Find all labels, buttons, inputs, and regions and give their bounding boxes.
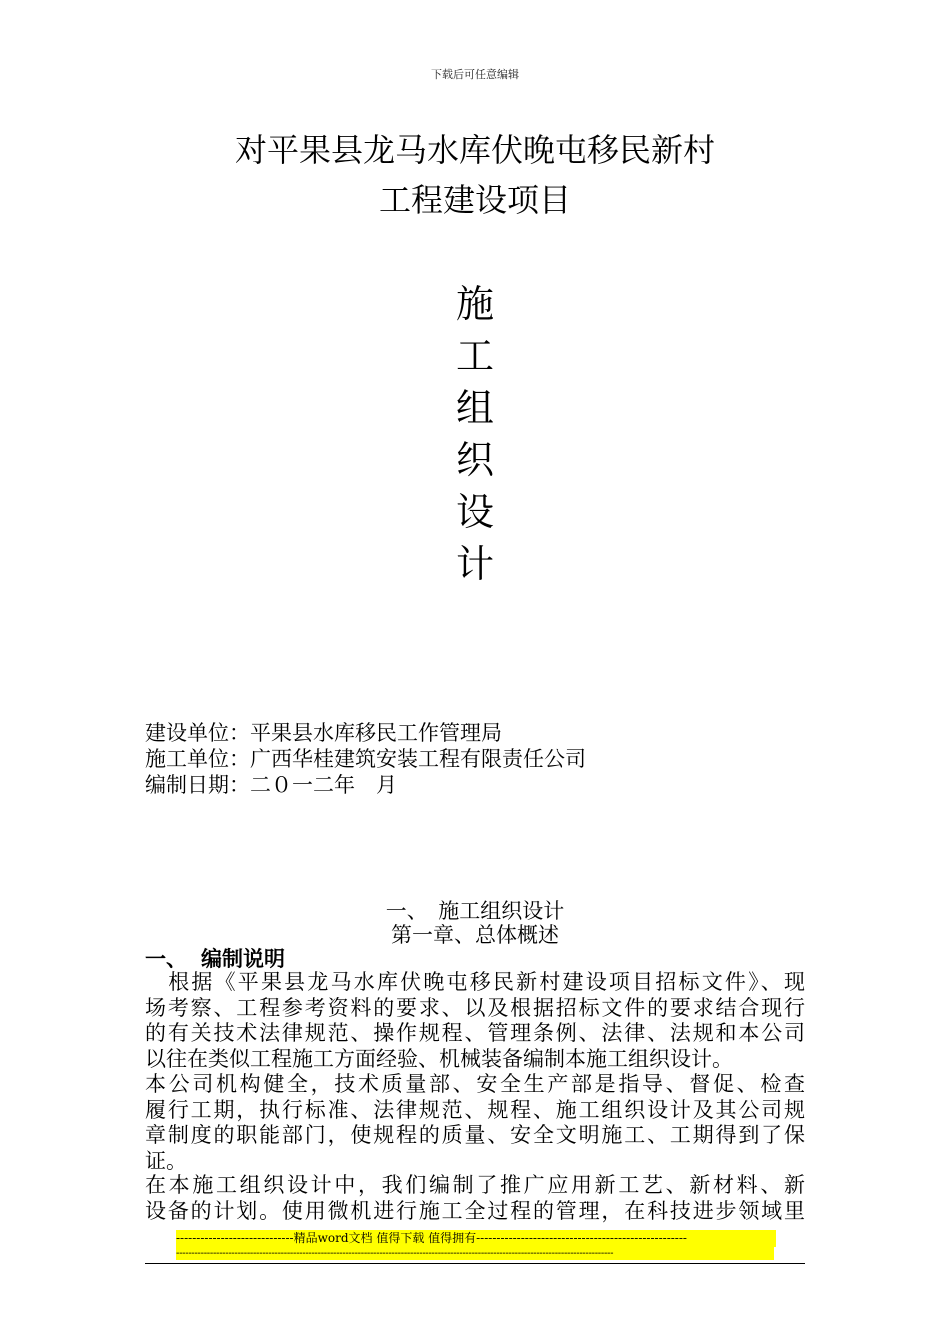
text-line: 根据《平果县龙马水库伏晚屯移民新村建设项目招标文件》、现 <box>145 970 805 994</box>
text-line: 以往在类似工程施工方面经验、机械装备编制本施工组织设计。 <box>145 1046 733 1071</box>
text-line: 章制度的职能部门，使规程的质量、安全文明施工、工期得到了保 <box>145 1123 805 1147</box>
paragraph-2 <box>145 1072 805 1174</box>
vertical-title-char: 工 <box>455 334 494 378</box>
text-line: 证。 <box>145 1148 187 1173</box>
chapter-title: 第一章、总体概述 <box>391 923 559 947</box>
text-line: 的有关技术法律规范、操作规程、管理条例、法律、法规和本公司 <box>145 1021 805 1045</box>
document-title-line1: 对平果县龙马水库伏晚屯移民新村 <box>234 131 715 169</box>
paragraph-1 <box>145 970 805 1072</box>
compile-date: 编制日期：二０一二年 月 <box>145 773 397 797</box>
builder-unit: 建设单位：平果县水库移民工作管理局 <box>145 721 502 745</box>
text-line: 在本施工组织设计中，我们编制了推广应用新工艺、新材料、新 <box>145 1173 805 1197</box>
vertical-title-char: 设 <box>455 490 494 534</box>
header-note: 下载后可任意编辑 <box>431 68 519 81</box>
subsection-label: 编制说明 <box>201 946 285 971</box>
text-line: 设备的计划。使用微机进行施工全过程的管理，在科技进步领域里 <box>145 1198 805 1223</box>
footer-banner: -----------------------------精品word文档 值得下载 值得拥有---------------------------------------------------- <box>176 1230 776 1247</box>
vertical-title-char: 施 <box>455 282 494 326</box>
footer-dashes: ---------------------------------------------------------------------------------------------------------------------------------------------- <box>176 1247 774 1260</box>
subsection-heading <box>145 946 285 972</box>
text-line: 本公司机构健全，技术质量部、安全生产部是指导、督促、检查 <box>145 1072 805 1096</box>
section-title: 一、 施工组织设计 <box>385 899 565 923</box>
vertical-title-char: 计 <box>455 542 494 586</box>
vertical-title-char: 织 <box>455 438 494 482</box>
text-line: 场考察、工程参考资料的要求、以及根据招标文件的要求结合现行 <box>145 995 805 1020</box>
text-line: 履行工期，执行标准、法律规范、规程、施工组织设计及其公司规 <box>145 1097 805 1122</box>
footer-divider <box>145 1263 805 1264</box>
vertical-title <box>430 278 520 590</box>
vertical-title-char: 组 <box>455 386 494 430</box>
contractor-unit: 施工单位：广西华桂建筑安装工程有限责任公司 <box>145 747 586 771</box>
paragraph-3 <box>145 1173 805 1224</box>
subsection-number: 一、 <box>145 946 187 971</box>
document-title-line2: 工程建设项目 <box>378 181 571 219</box>
